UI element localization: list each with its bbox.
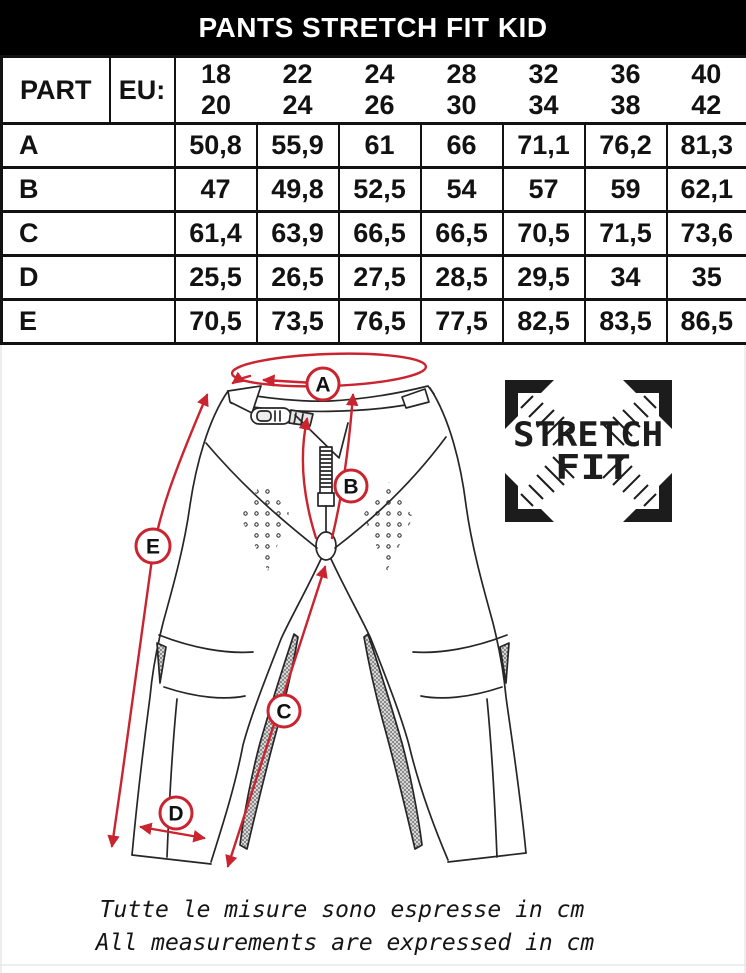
value-cell: 71,1	[503, 124, 585, 168]
perforation-right	[363, 482, 413, 571]
value-cell: 82,5	[503, 300, 585, 344]
value-cell: 34	[585, 256, 667, 300]
measure-letter-e: E	[145, 535, 161, 559]
logo-arrow-bottom-left-icon	[505, 473, 554, 522]
page-title: PANTS STRETCH FIT KID	[0, 0, 746, 55]
size-row-a	[2, 124, 746, 168]
part-header-cell: PART	[2, 57, 110, 124]
value-cell: 66,5	[421, 212, 503, 256]
size-line: 20	[200, 90, 232, 120]
size-header-cell	[667, 57, 746, 124]
size-line: 40	[691, 59, 722, 89]
value-cell: 86,5	[667, 300, 746, 344]
logo-text-line1: STRETCH	[513, 415, 663, 455]
stretch-fit-logo	[505, 380, 672, 522]
size-line: 30	[446, 90, 477, 120]
zipper	[318, 447, 334, 532]
size-header-cell	[175, 57, 257, 124]
value-cell: 61	[339, 124, 421, 168]
leg-hems	[132, 853, 526, 864]
caption-english: All measurements are expressed in cm	[95, 930, 595, 956]
pants-outline	[132, 386, 526, 864]
knee-seams-right	[413, 635, 507, 698]
caption-block	[94, 897, 595, 956]
value-cell: 61,4	[175, 212, 257, 256]
logo-text-line2: FIT	[555, 448, 631, 488]
shin-seams	[167, 699, 497, 857]
measurement-diagram	[0, 345, 746, 973]
value-cell: 62,1	[667, 168, 746, 212]
part-label-cell: B	[2, 168, 175, 212]
size-line: 42	[691, 90, 722, 120]
value-cell: 70,5	[175, 300, 257, 344]
value-cell: 57	[503, 168, 585, 212]
value-cell: 47	[175, 168, 257, 212]
value-cell: 35	[667, 256, 746, 300]
size-line: 24	[364, 59, 395, 89]
measure-letter-c: C	[276, 700, 292, 724]
part-label-cell: A	[2, 124, 175, 168]
outer-knee-insert-left	[157, 643, 166, 683]
size-line: 26	[364, 90, 395, 120]
value-cell: 81,3	[667, 124, 746, 168]
value-cell: 83,5	[585, 300, 667, 344]
measure-label-circles	[136, 368, 367, 829]
size-line: 24	[282, 90, 313, 120]
value-cell: 26,5	[257, 256, 339, 300]
caption-italian: Tutte le misure sono espresse in cm	[99, 897, 585, 923]
value-cell: 76,5	[339, 300, 421, 344]
size-table	[0, 55, 746, 345]
value-cell: 52,5	[339, 168, 421, 212]
eu-header-cell: EU:	[110, 57, 175, 124]
value-cell: 29,5	[503, 256, 585, 300]
measure-letters	[146, 374, 359, 826]
value-cell: 66	[421, 124, 503, 168]
part-label-cell: E	[2, 300, 175, 344]
value-cell: 63,9	[257, 212, 339, 256]
value-cell: 73,5	[257, 300, 339, 344]
size-line: 18	[200, 59, 232, 89]
size-row-d	[2, 256, 746, 300]
size-line: 36	[610, 59, 641, 89]
measure-e-line	[112, 395, 207, 846]
size-header-cell	[339, 57, 421, 124]
part-label-cell: D	[2, 256, 175, 300]
size-header-cell	[421, 57, 503, 124]
perforation-left	[240, 480, 289, 571]
size-header-cell	[503, 57, 585, 124]
size-line: 32	[528, 59, 559, 89]
size-row-e	[2, 300, 746, 344]
knee-seams-left	[159, 635, 253, 698]
measure-b-line-right	[332, 395, 353, 538]
value-cell: 54	[421, 168, 503, 212]
value-cell: 77,5	[421, 300, 503, 344]
value-cell: 28,5	[421, 256, 503, 300]
value-cell: 27,5	[339, 256, 421, 300]
measurement-annotations	[112, 351, 426, 866]
size-header-cell	[257, 57, 339, 124]
size-line: 38	[610, 90, 641, 120]
knee-panel-right	[364, 634, 422, 849]
value-cell: 76,2	[585, 124, 667, 168]
value-cell: 55,9	[257, 124, 339, 168]
measure-letter-a: A	[315, 373, 331, 397]
outer-seam-right	[430, 388, 526, 853]
measure-letter-d: D	[168, 802, 184, 826]
header-row	[2, 57, 746, 124]
size-line: 22	[282, 59, 313, 89]
inner-seam-left	[211, 559, 321, 862]
pants-diagram	[0, 345, 746, 973]
value-cell: 70,5	[503, 212, 585, 256]
size-row-c	[2, 212, 746, 256]
part-label-cell: C	[2, 212, 175, 256]
size-row-b	[2, 168, 746, 212]
value-cell: 73,6	[667, 212, 746, 256]
measure-b-line-left	[303, 419, 316, 538]
value-cell: 50,8	[175, 124, 257, 168]
value-cell: 66,5	[339, 212, 421, 256]
size-line: 28	[446, 59, 477, 89]
value-cell: 59	[585, 168, 667, 212]
size-line: 34	[528, 90, 559, 120]
value-cell: 25,5	[175, 256, 257, 300]
value-cell: 71,5	[585, 212, 667, 256]
measure-letter-b: B	[343, 475, 359, 499]
size-header-cell	[585, 57, 667, 124]
value-cell: 49,8	[257, 168, 339, 212]
